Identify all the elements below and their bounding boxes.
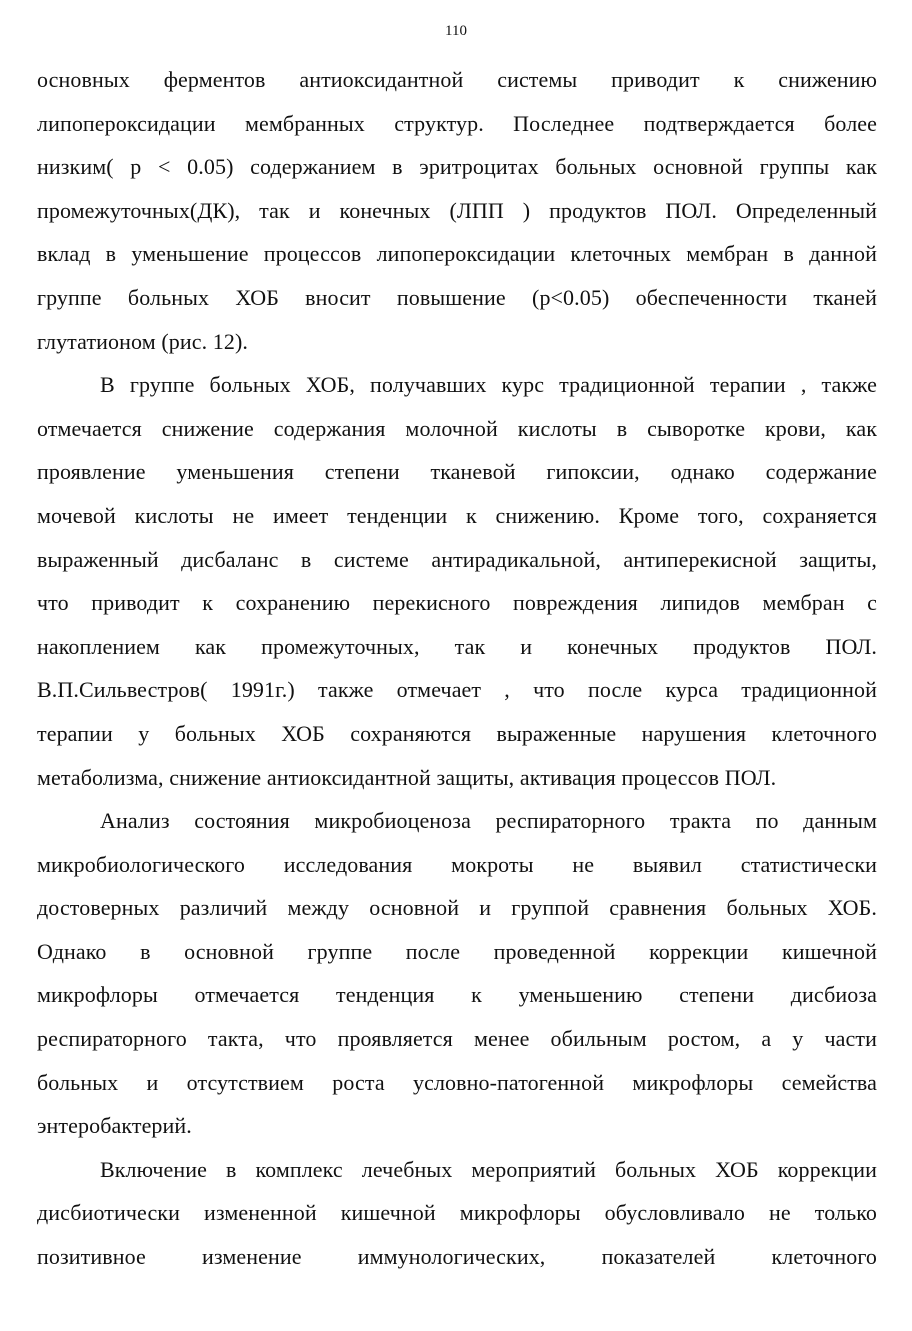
text-line: микробиологического исследования мокроты не выявил статистически (37, 851, 877, 877)
text-line: основных ферментов антиоксидантной системы приводит к снижению (37, 67, 877, 92)
text-line: проявление уменьшения степени тканевой гипоксии, однако содержание (37, 459, 877, 485)
text-line: Анализ состояния микробиоценоза респираторного тракта по данным (100, 808, 877, 834)
paragraph (37, 799, 877, 1148)
text-line: накоплением как промежуточных, так и конечных продуктов ПОЛ. (37, 633, 877, 659)
text-line: выраженный дисбаланс в системе антирадикальной, антиперекисной защиты, (37, 546, 877, 572)
text-line: дисбиотически измененной кишечной микрофлоры обусловливало не только (37, 1200, 877, 1226)
text-line: что приводит к сохранению перекисного повреждения липидов мембран с (37, 590, 877, 616)
text-line: энтеробактерий. (37, 1113, 192, 1139)
paragraph (37, 363, 877, 799)
text-line: вклад в уменьшение процессов липопероксидации клеточных мембран в данной (37, 241, 877, 267)
text-line: мочевой кислоты не имеет тенденции к снижению. Кроме того, сохраняется (37, 502, 877, 528)
page-number: 110 (445, 23, 467, 39)
text-line: группе больных ХОБ вносит повышение (р<0.05) обеспеченности тканей (37, 284, 877, 310)
text-line: больных и отсутствием роста условно-патогенной микрофлоры семейства (37, 1069, 877, 1095)
text-line: достоверных различий между основной и группой сравнения больных ХОБ. (37, 895, 877, 921)
text-line: позитивное изменение иммунологических, показателей клеточного (37, 1244, 877, 1270)
text-line: липопероксидации мембранных структур. Последнее подтверждается более (37, 110, 877, 136)
text-line: глутатионом (рис. 12). (37, 328, 249, 354)
text-line: промежуточных(ДК), так и конечных (ЛПП ) продуктов ПОЛ. Определенный (37, 197, 877, 223)
text-line: отмечается снижение содержания молочной кислоты в сыворотке крови, как (37, 415, 877, 441)
text-line: Включение в комплекс лечебных мероприятий больных ХОБ коррекции (100, 1156, 877, 1182)
text-line: респираторного такта, что проявляется менее обильным ростом, а у части (37, 1026, 877, 1052)
text-line: метаболизма, снижение антиоксидантной защиты, активация процессов ПОЛ. (37, 764, 777, 790)
text-line: В группе больных ХОБ, получавших курс традиционной терапии , также (100, 372, 877, 398)
text-line: микрофлоры отмечается тенденция к уменьшению степени дисбиоза (37, 982, 877, 1008)
document-body (37, 58, 877, 1279)
text-line: В.П.Сильвестров( 1991г.) также отмечает , что после курса традиционной (37, 677, 877, 703)
text-line: Однако в основной группе после проведенной коррекции кишечной (37, 938, 877, 964)
paragraph (37, 1148, 877, 1279)
text-line: низким( р < 0.05) содержанием в эритроцитах больных основной группы как (37, 154, 877, 180)
text-line: терапии у больных ХОБ сохраняются выраженные нарушения клеточного (37, 720, 877, 746)
paragraph (37, 58, 877, 363)
